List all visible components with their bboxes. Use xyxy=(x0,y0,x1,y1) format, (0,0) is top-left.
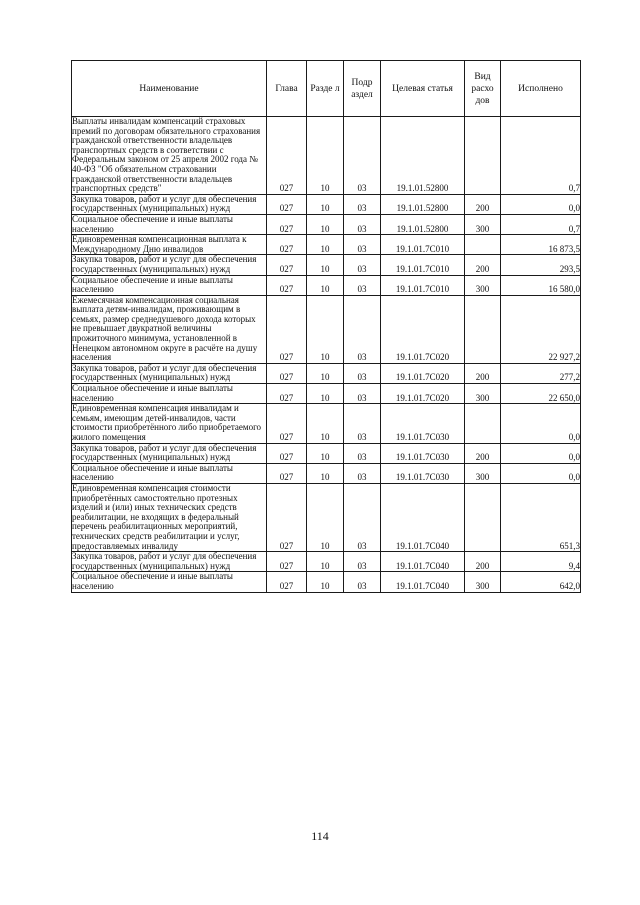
row-expense-type-cell: 200 xyxy=(465,552,501,572)
row-section-cell: 10 xyxy=(307,275,344,295)
table-row xyxy=(72,572,581,592)
table-row xyxy=(72,117,581,195)
row-section-cell: 10 xyxy=(307,117,344,195)
row-subsection-cell: 03 xyxy=(344,295,381,363)
row-section-cell: 10 xyxy=(307,463,344,483)
row-target-cell: 19.1.01.7C030 xyxy=(381,463,465,483)
row-section-cell: 10 xyxy=(307,214,344,234)
row-name-cell: Социальное обеспечение и иные выплаты населению xyxy=(72,384,267,404)
row-chapter-cell: 027 xyxy=(267,552,307,572)
row-target-cell: 19.1.01.7C020 xyxy=(381,295,465,363)
row-amount-cell: 0,7 xyxy=(501,117,581,195)
row-name-cell: Ежемесячная компенсационная социальная выплата детям-инвалидам, проживающим в семьях, размер среднедушевого дохода которых не превышает двукратной величины прожиточного минимума, установленной в Ненецком автономном округе в расчёте на душу населения xyxy=(72,295,267,363)
row-chapter-cell: 027 xyxy=(267,295,307,363)
row-target-cell: 19.1.01.7C020 xyxy=(381,363,465,383)
row-subsection-cell: 03 xyxy=(344,572,381,592)
row-section-cell: 10 xyxy=(307,404,344,443)
page-number: 114 xyxy=(311,829,329,843)
row-subsection-cell: 03 xyxy=(344,255,381,275)
row-name-cell: Закупка товаров, работ и услуг для обеспечения государственных (муниципальных) нужд xyxy=(72,552,267,572)
row-name-cell: Закупка товаров, работ и услуг для обеспечения государственных (муниципальных) нужд xyxy=(72,443,267,463)
row-section-cell: 10 xyxy=(307,194,344,214)
row-expense-type-cell: 300 xyxy=(465,384,501,404)
row-subsection-cell: 03 xyxy=(344,214,381,234)
row-section-cell: 10 xyxy=(307,295,344,363)
col-header-section: Разде л xyxy=(307,61,344,117)
row-section-cell: 10 xyxy=(307,443,344,463)
row-name-cell: Социальное обеспечение и иные выплаты населению xyxy=(72,214,267,234)
row-subsection-cell: 03 xyxy=(344,363,381,383)
row-target-cell: 19.1.01.7C040 xyxy=(381,572,465,592)
row-amount-cell: 0,7 xyxy=(501,214,581,234)
row-amount-cell: 22 927,2 xyxy=(501,295,581,363)
row-section-cell: 10 xyxy=(307,384,344,404)
row-amount-cell: 642,0 xyxy=(501,572,581,592)
table-row xyxy=(72,483,581,551)
table-row xyxy=(72,194,581,214)
row-expense-type-cell xyxy=(465,235,501,255)
row-amount-cell: 277,2 xyxy=(501,363,581,383)
row-target-cell: 19.1.01.7C040 xyxy=(381,552,465,572)
row-chapter-cell: 027 xyxy=(267,214,307,234)
row-name-cell: Социальное обеспечение и иные выплаты населению xyxy=(72,275,267,295)
col-header-chapter: Глава xyxy=(267,61,307,117)
row-section-cell: 10 xyxy=(307,552,344,572)
row-chapter-cell: 027 xyxy=(267,463,307,483)
row-amount-cell: 16 873,5 xyxy=(501,235,581,255)
row-name-cell: Закупка товаров, работ и услуг для обеспечения государственных (муниципальных) нужд xyxy=(72,194,267,214)
table-body xyxy=(72,117,581,593)
row-amount-cell: 293,5 xyxy=(501,255,581,275)
row-expense-type-cell: 200 xyxy=(465,255,501,275)
row-expense-type-cell xyxy=(465,483,501,551)
row-name-cell: Социальное обеспечение и иные выплаты населению xyxy=(72,572,267,592)
row-subsection-cell: 03 xyxy=(344,552,381,572)
table-row xyxy=(72,384,581,404)
row-target-cell: 19.1.01.52800 xyxy=(381,194,465,214)
row-chapter-cell: 027 xyxy=(267,255,307,275)
row-chapter-cell: 027 xyxy=(267,443,307,463)
col-header-subsection: Подр аздел xyxy=(344,61,381,117)
row-target-cell: 19.1.01.52800 xyxy=(381,117,465,195)
row-subsection-cell: 03 xyxy=(344,235,381,255)
row-expense-type-cell: 300 xyxy=(465,275,501,295)
row-chapter-cell: 027 xyxy=(267,194,307,214)
row-amount-cell: 0,0 xyxy=(501,404,581,443)
row-target-cell: 19.1.01.7C030 xyxy=(381,404,465,443)
row-expense-type-cell: 200 xyxy=(465,443,501,463)
row-subsection-cell: 03 xyxy=(344,194,381,214)
row-subsection-cell: 03 xyxy=(344,443,381,463)
row-target-cell: 19.1.01.7C020 xyxy=(381,384,465,404)
col-header-target: Целевая статья xyxy=(381,61,465,117)
row-chapter-cell: 027 xyxy=(267,384,307,404)
row-subsection-cell: 03 xyxy=(344,404,381,443)
row-name-cell: Выплаты инвалидам компенсаций страховых премий по договорам обязательного страхования гражданской ответственности владельцев транспортных средств в соответствии с Федеральным законом от 25 апреля 2002 года № 40-ФЗ "Об обязательном страховании гражданской ответственности владельцев транспортных средств" xyxy=(72,117,267,195)
row-subsection-cell: 03 xyxy=(344,117,381,195)
row-subsection-cell: 03 xyxy=(344,463,381,483)
row-amount-cell: 22 650,0 xyxy=(501,384,581,404)
row-target-cell: 19.1.01.7C030 xyxy=(381,443,465,463)
row-expense-type-cell xyxy=(465,295,501,363)
row-subsection-cell: 03 xyxy=(344,384,381,404)
table-row xyxy=(72,214,581,234)
budget-table xyxy=(71,60,581,593)
row-name-cell: Закупка товаров, работ и услуг для обеспечения государственных (муниципальных) нужд xyxy=(72,363,267,383)
row-target-cell: 19.1.01.52800 xyxy=(381,214,465,234)
row-chapter-cell: 027 xyxy=(267,235,307,255)
row-chapter-cell: 027 xyxy=(267,275,307,295)
row-expense-type-cell: 200 xyxy=(465,194,501,214)
col-header-expense-type: Вид расхо дов xyxy=(465,61,501,117)
row-name-cell: Закупка товаров, работ и услуг для обеспечения государственных (муниципальных) нужд xyxy=(72,255,267,275)
table-row xyxy=(72,295,581,363)
table-row xyxy=(72,235,581,255)
row-name-cell: Единовременная компенсация стоимости приобретённых самостоятельно протезных изделий и (или) иных технических средств реабилитации, не входящих в федеральный перечень реабилитационных мероприятий, технических средств реабилитации и услуг, предоставляемых инвалиду xyxy=(72,483,267,551)
row-chapter-cell: 027 xyxy=(267,483,307,551)
row-subsection-cell: 03 xyxy=(344,275,381,295)
table-row xyxy=(72,363,581,383)
row-section-cell: 10 xyxy=(307,483,344,551)
row-amount-cell: 16 580,0 xyxy=(501,275,581,295)
table-row xyxy=(72,275,581,295)
row-target-cell: 19.1.01.7C010 xyxy=(381,275,465,295)
table-header-row xyxy=(72,61,581,117)
row-name-cell: Единовременная компенсация инвалидам и семьям, имеющим детей-инвалидов, части стоимости приобретённого либо приобретаемого жилого помещения xyxy=(72,404,267,443)
row-name-cell: Единовременная компенсационная выплата к Международному Дню инвалидов xyxy=(72,235,267,255)
row-target-cell: 19.1.01.7C040 xyxy=(381,483,465,551)
row-expense-type-cell xyxy=(465,117,501,195)
table-row xyxy=(72,255,581,275)
row-chapter-cell: 027 xyxy=(267,572,307,592)
row-section-cell: 10 xyxy=(307,572,344,592)
row-target-cell: 19.1.01.7C010 xyxy=(381,255,465,275)
table-row xyxy=(72,443,581,463)
row-chapter-cell: 027 xyxy=(267,363,307,383)
row-expense-type-cell: 300 xyxy=(465,572,501,592)
row-amount-cell: 9,4 xyxy=(501,552,581,572)
row-amount-cell: 0,0 xyxy=(501,443,581,463)
row-expense-type-cell xyxy=(465,404,501,443)
row-section-cell: 10 xyxy=(307,235,344,255)
row-expense-type-cell: 300 xyxy=(465,214,501,234)
col-header-name: Наименование xyxy=(72,61,267,117)
row-chapter-cell: 027 xyxy=(267,404,307,443)
row-target-cell: 19.1.01.7C010 xyxy=(381,235,465,255)
table-row xyxy=(72,463,581,483)
row-subsection-cell: 03 xyxy=(344,483,381,551)
table-row xyxy=(72,404,581,443)
row-amount-cell: 0,0 xyxy=(501,463,581,483)
col-header-executed: Исполнено xyxy=(501,61,581,117)
row-section-cell: 10 xyxy=(307,363,344,383)
row-amount-cell: 651,3 xyxy=(501,483,581,551)
row-expense-type-cell: 300 xyxy=(465,463,501,483)
row-name-cell: Социальное обеспечение и иные выплаты населению xyxy=(72,463,267,483)
row-expense-type-cell: 200 xyxy=(465,363,501,383)
row-chapter-cell: 027 xyxy=(267,117,307,195)
row-section-cell: 10 xyxy=(307,255,344,275)
table-row xyxy=(72,552,581,572)
row-amount-cell: 0,0 xyxy=(501,194,581,214)
